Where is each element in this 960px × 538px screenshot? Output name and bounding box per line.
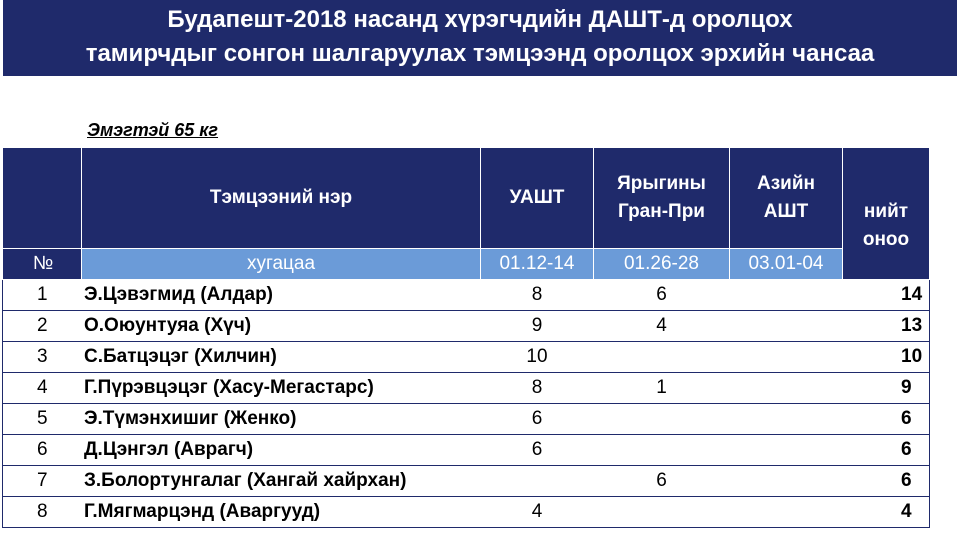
table-row (3, 342, 930, 373)
row-number: 1 (3, 280, 82, 311)
header-total-line2: оноо (862, 228, 910, 250)
score-uasht: 4 (481, 497, 594, 528)
score-uasht: 10 (481, 342, 594, 373)
header-yarygin (594, 148, 730, 249)
score-asia (730, 466, 843, 497)
header-event-name: Тэмцээний нэр (82, 148, 481, 249)
score-total: 4 (843, 497, 930, 528)
table-row (3, 435, 930, 466)
table-row (3, 373, 930, 404)
score-total: 6 (843, 404, 930, 435)
table-row (3, 311, 930, 342)
athlete-name: Э.Цэвэгмид (Алдар) (82, 280, 481, 311)
header-yarygin-line2: Гран-При (618, 201, 705, 222)
athlete-name: Д.Цэнгэл (Аврагч) (82, 435, 481, 466)
athlete-name: Г.Мягмарцэнд (Аваргууд) (82, 497, 481, 528)
score-yarygin: 6 (594, 280, 730, 311)
score-asia (730, 311, 843, 342)
score-uasht: 8 (481, 280, 594, 311)
score-asia (730, 373, 843, 404)
table-row (3, 466, 930, 497)
score-uasht: 8 (481, 373, 594, 404)
rankings-table (2, 147, 930, 528)
score-asia (730, 342, 843, 373)
period-uasht: 01.12-14 (481, 249, 594, 280)
athlete-name: Э.Түмэнхишиг (Женко) (82, 404, 481, 435)
score-total: 10 (843, 342, 930, 373)
header-blank (3, 148, 82, 249)
athlete-name: О.Оюунтуяа (Хүч) (82, 311, 481, 342)
table-row (3, 280, 930, 311)
score-uasht: 6 (481, 404, 594, 435)
header-asia-line1: Азийн (756, 173, 815, 194)
row-number: 4 (3, 373, 82, 404)
athlete-name: С.Батцэцэг (Хилчин) (82, 342, 481, 373)
score-total: 6 (843, 435, 930, 466)
score-asia (730, 497, 843, 528)
score-total: 14 (843, 280, 930, 311)
weight-category-label: Эмэгтэй 65 кг (87, 120, 219, 140)
header-asia-line2: АШТ (763, 201, 809, 222)
score-total: 13 (843, 311, 930, 342)
athlete-name: Г.Пүрэвцэцэг (Хасу-Мегастарс) (82, 373, 481, 404)
score-yarygin: 1 (594, 373, 730, 404)
page-title (3, 0, 957, 76)
athlete-name: З.Болортунгалаг (Хангай хайрхан) (82, 466, 481, 497)
title-line-1: Будапешт-2018 насанд хүрэгчдийн ДАШТ-д оролцох (167, 6, 793, 33)
header-total-line1: нийт (863, 200, 909, 222)
row-number: 7 (3, 466, 82, 497)
row-number: 6 (3, 435, 82, 466)
row-number: 2 (3, 311, 82, 342)
score-uasht: 6 (481, 435, 594, 466)
score-uasht: 9 (481, 311, 594, 342)
period-yarygin: 01.26-28 (594, 249, 730, 280)
title-line-2: тамирчдыг сонгон шалгаруулах тэмцээнд оролцох эрхийн чансаа (85, 40, 875, 67)
score-yarygin: 4 (594, 311, 730, 342)
score-asia (730, 404, 843, 435)
score-yarygin (594, 497, 730, 528)
row-number: 8 (3, 497, 82, 528)
table-row (3, 404, 930, 435)
header-total (843, 148, 930, 280)
score-asia (730, 435, 843, 466)
row-number: 5 (3, 404, 82, 435)
header-asia (730, 148, 843, 249)
score-yarygin: 6 (594, 466, 730, 497)
score-total: 9 (843, 373, 930, 404)
table-row (3, 497, 930, 528)
score-yarygin (594, 342, 730, 373)
score-uasht (481, 466, 594, 497)
period-row (3, 249, 930, 280)
score-yarygin (594, 435, 730, 466)
row-number: 3 (3, 342, 82, 373)
table-header-row (3, 148, 930, 249)
score-yarygin (594, 404, 730, 435)
header-yarygin-line1: Ярыгины (617, 173, 706, 194)
header-number: № (3, 249, 82, 280)
period-label: хугацаа (82, 249, 481, 280)
period-asia: 03.01-04 (730, 249, 843, 280)
header-uasht: УАШТ (481, 148, 594, 249)
score-total: 6 (843, 466, 930, 497)
score-asia (730, 280, 843, 311)
